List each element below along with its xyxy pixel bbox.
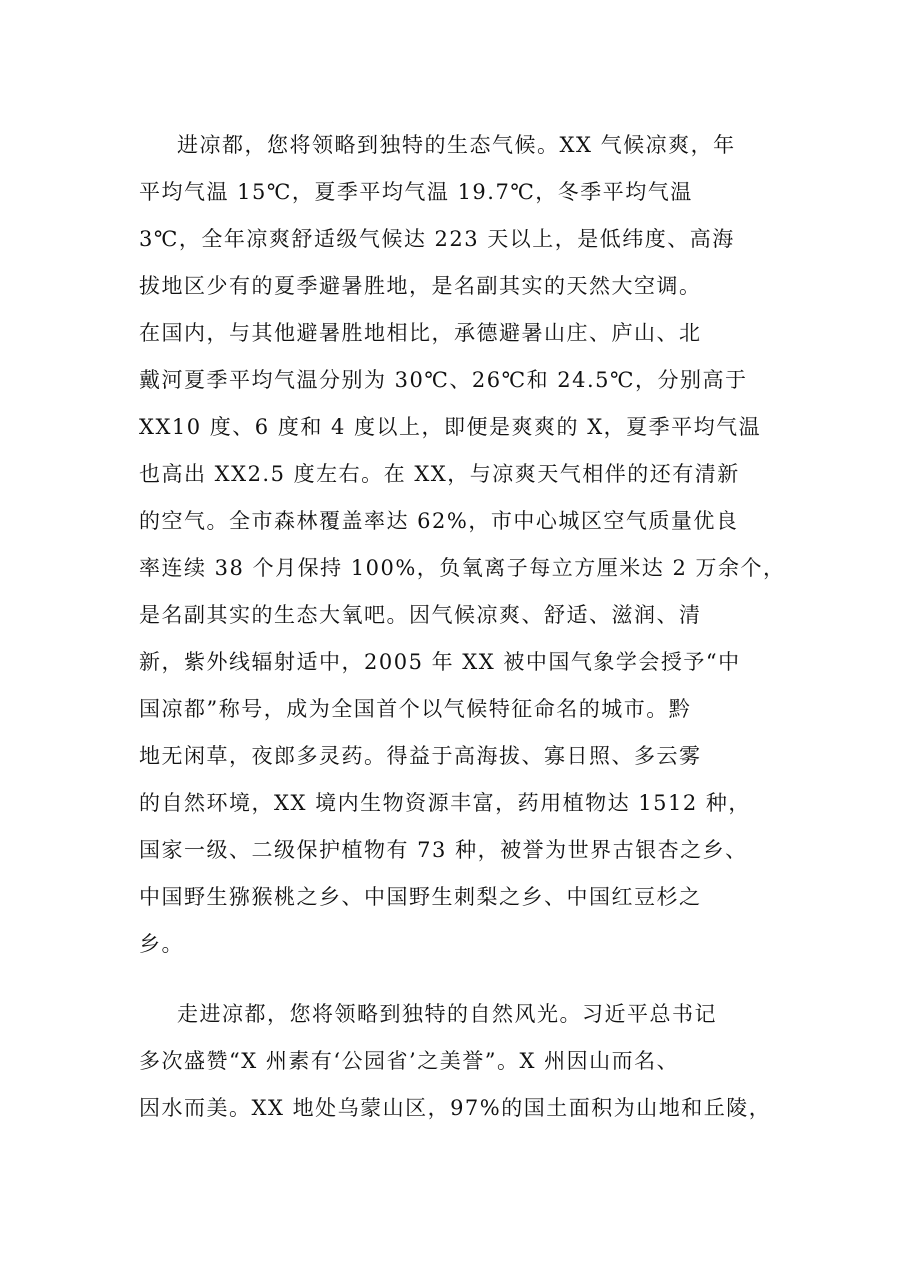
text-line: 戴河夏季平均气温分别为 30℃、26℃和 24.5℃，分别高于: [139, 368, 748, 392]
text-line: 国凉都”称号，成为全国首个以气候特征命名的城市。黔: [139, 697, 692, 721]
text-line: 中国野生猕猴桃之乡、中国野生刺梨之乡、中国红豆杉之: [139, 885, 702, 909]
text-line: 也高出 XX2.5 度左右。在 XX，与凉爽天气相伴的还有清新: [139, 462, 740, 486]
text-line: 是名副其实的生态大氧吧。因气候凉爽、舒适、滋润、清: [139, 603, 702, 627]
text-line: 国家一级、二级保护植物有 73 种，被誉为世界古银杏之乡、: [139, 838, 748, 862]
text-line: XX10 度、6 度和 4 度以上，即便是爽爽的 X，夏季平均气温: [139, 415, 762, 439]
text-line: 拔地区少有的夏季避暑胜地，是名副其实的天然大空调。: [139, 274, 702, 298]
text-line: 乡。: [139, 932, 184, 956]
text-line: 多次盛赞“X 州素有‘公园省’之美誉”。X 州因山而名、: [139, 1049, 680, 1073]
text-line: 率连续 38 个月保持 100%，负氧离子每立方厘米达 2 万余个，: [139, 556, 786, 580]
text-line: 因水而美。XX 地处乌蒙山区，97%的国土面积为山地和丘陵，: [139, 1096, 772, 1120]
text-line: 3℃，全年凉爽舒适级气候达 223 天以上，是低纬度、高海: [139, 227, 735, 251]
text-line: 新，紫外线辐射适中，2005 年 XX 被中国气象学会授予“中: [139, 650, 741, 674]
text-line: 在国内，与其他避暑胜地相比，承德避暑山庄、庐山、北: [139, 321, 702, 345]
text-line: 平均气温 15℃，夏季平均气温 19.7℃，冬季平均气温: [139, 180, 693, 204]
text-line: 地无闲草，夜郎多灵药。得益于高海拔、寡日照、多云雾: [139, 744, 702, 768]
text-line: 的自然环境，XX 境内生物资源丰富，药用植物达 1512 种，: [139, 791, 751, 815]
text-line: 走进凉都，您将领略到独特的自然风光。习近平总书记: [177, 1002, 717, 1026]
text-line: 进凉都，您将领略到独特的生态气候。XX 气候凉爽，年: [177, 133, 736, 157]
text-line: 的空气。全市森林覆盖率达 62%，市中心城区空气质量优良: [139, 509, 739, 533]
